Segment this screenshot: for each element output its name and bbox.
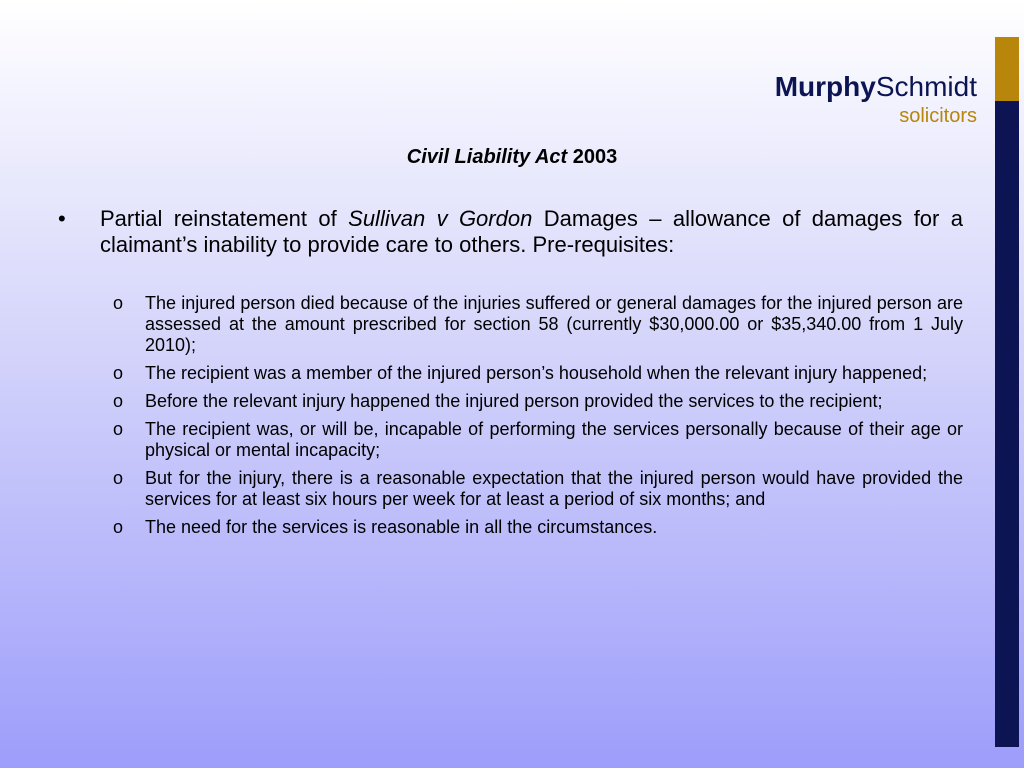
- slide-title: [0, 146, 1024, 169]
- sub-bullet-marker: o: [113, 391, 124, 411]
- firm-name-regular: Schmidt: [875, 71, 977, 102]
- list-item: [113, 517, 963, 538]
- side-accent-bar: [995, 37, 1019, 747]
- side-bar-gold-segment: [995, 37, 1019, 101]
- slide-title-year: 2003: [572, 146, 618, 168]
- side-bar-navy-segment: [995, 101, 1019, 747]
- slide-title-act: Civil Liability Act: [406, 146, 568, 168]
- prerequisite-list: [113, 293, 963, 545]
- list-item: [113, 468, 963, 510]
- list-item-text: Before the relevant injury happened the injured person provided the services to the recipient;: [145, 391, 883, 411]
- bullet-marker: •: [58, 206, 66, 231]
- firm-name: [775, 70, 977, 104]
- sub-bullet-marker: o: [113, 517, 124, 537]
- sub-bullet-marker: o: [113, 293, 124, 313]
- main-bullet: [58, 206, 963, 258]
- list-item: [113, 293, 963, 356]
- list-item-text: But for the injury, there is a reasonable expectation that the injured person would have provided the services for at least six hours per week for at least a period of six months; and: [145, 468, 963, 509]
- list-item: [113, 391, 963, 412]
- list-item-text: The injured person died because of the injuries suffered or general damages for the injured person are assessed at the amount prescribed for section 58 (currently $30,000.00 or $35,340.00 from 1 July 2010);: [145, 293, 963, 355]
- firm-logo: [775, 70, 977, 128]
- case-name: Sullivan v Gordon: [348, 206, 533, 231]
- firm-name-bold: Murphy: [774, 71, 876, 102]
- list-item: [113, 363, 963, 384]
- sub-bullet-marker: o: [113, 419, 124, 439]
- list-item: [113, 419, 963, 461]
- sub-bullet-marker: o: [113, 468, 124, 488]
- firm-tagline: solicitors: [899, 105, 977, 127]
- main-bullet-text-before: Partial reinstatement of: [100, 206, 349, 231]
- sub-bullet-marker: o: [113, 363, 124, 383]
- list-item-text: The need for the services is reasonable in all the circumstances.: [145, 517, 658, 537]
- list-item-text: The recipient was, or will be, incapable of performing the services personally because of their age or physical or mental incapacity;: [145, 419, 963, 460]
- main-bullet-text-after: Damages – allowance of damages for a claimant’s inability to provide care to others. Pre-requisites:: [100, 206, 963, 257]
- main-bullet-text: [100, 206, 963, 258]
- list-item-text: The recipient was a member of the injured person’s household when the relevant injury happened;: [145, 363, 928, 383]
